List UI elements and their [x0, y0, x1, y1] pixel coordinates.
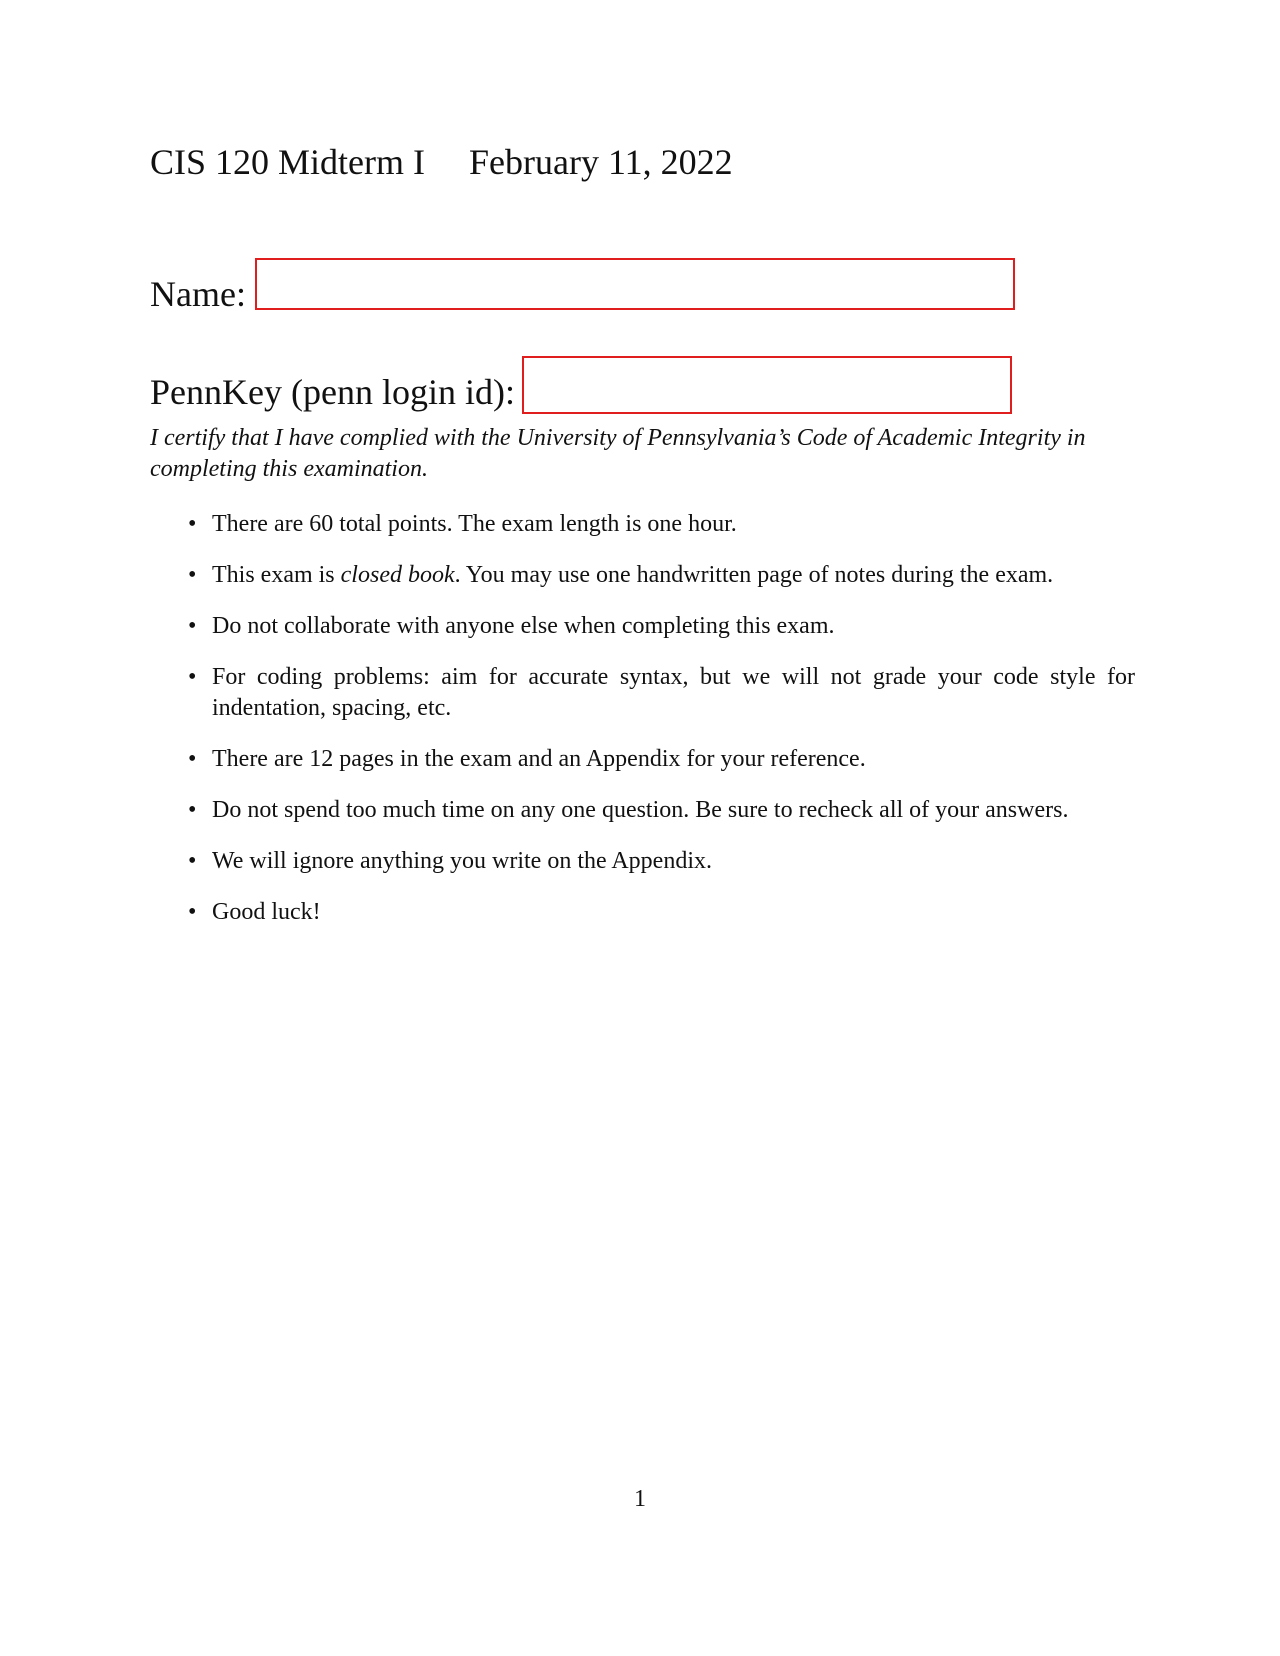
- bullet-icon: •: [188, 562, 197, 588]
- bullet-icon: •: [188, 746, 197, 772]
- name-label: Name:: [150, 274, 246, 314]
- instruction-item: [150, 662, 1135, 724]
- name-field[interactable]: [255, 258, 1015, 310]
- page-number: 1: [634, 1486, 646, 1512]
- instruction-text: This exam is: [212, 562, 341, 588]
- exam-date: February 11, 2022: [469, 142, 733, 182]
- bullet-icon: •: [188, 613, 197, 639]
- instruction-item: [150, 611, 1135, 642]
- closed-book-emphasis: closed book: [340, 562, 455, 588]
- instruction-text: We will ignore anything you write on the Appendix.: [212, 848, 712, 874]
- instruction-text: There are 60 total points. The exam length is one hour.: [212, 511, 737, 537]
- bullet-icon: •: [188, 664, 197, 690]
- instructions-list: [150, 509, 1135, 948]
- instruction-text: Do not spend too much time on any one question. Be sure to recheck all of your answers.: [212, 797, 1069, 823]
- pennkey-field[interactable]: [522, 356, 1012, 414]
- instruction-text: There are 12 pages in the exam and an Appendix for your reference.: [212, 746, 866, 772]
- pennkey-label: PennKey (penn login id):: [150, 372, 515, 412]
- instruction-item: [150, 897, 1135, 928]
- bullet-icon: •: [188, 511, 197, 537]
- instruction-text: . You may use one handwritten page of notes during the exam.: [454, 562, 1054, 588]
- bullet-icon: •: [188, 848, 197, 874]
- bullet-icon: •: [188, 797, 197, 823]
- instruction-item: [150, 509, 1135, 540]
- instruction-text: For coding problems: aim for accurate syntax, but we will not grade your code style for indentation, spacing, etc.: [212, 664, 1135, 721]
- bullet-icon: •: [188, 899, 197, 925]
- course-exam-title: CIS 120 Midterm I: [150, 142, 425, 182]
- instruction-item: [150, 744, 1135, 775]
- instruction-text: Do not collaborate with anyone else when completing this exam.: [212, 613, 835, 639]
- instruction-item: [150, 846, 1135, 877]
- instruction-text: Good luck!: [212, 899, 321, 925]
- instruction-item: [150, 795, 1135, 826]
- page-title: [150, 140, 733, 184]
- instruction-item: [150, 560, 1135, 591]
- integrity-certification: I certify that I have complied with the University of Pennsylvania’s Code of Academic Integrity in completing this examination.: [150, 425, 1086, 482]
